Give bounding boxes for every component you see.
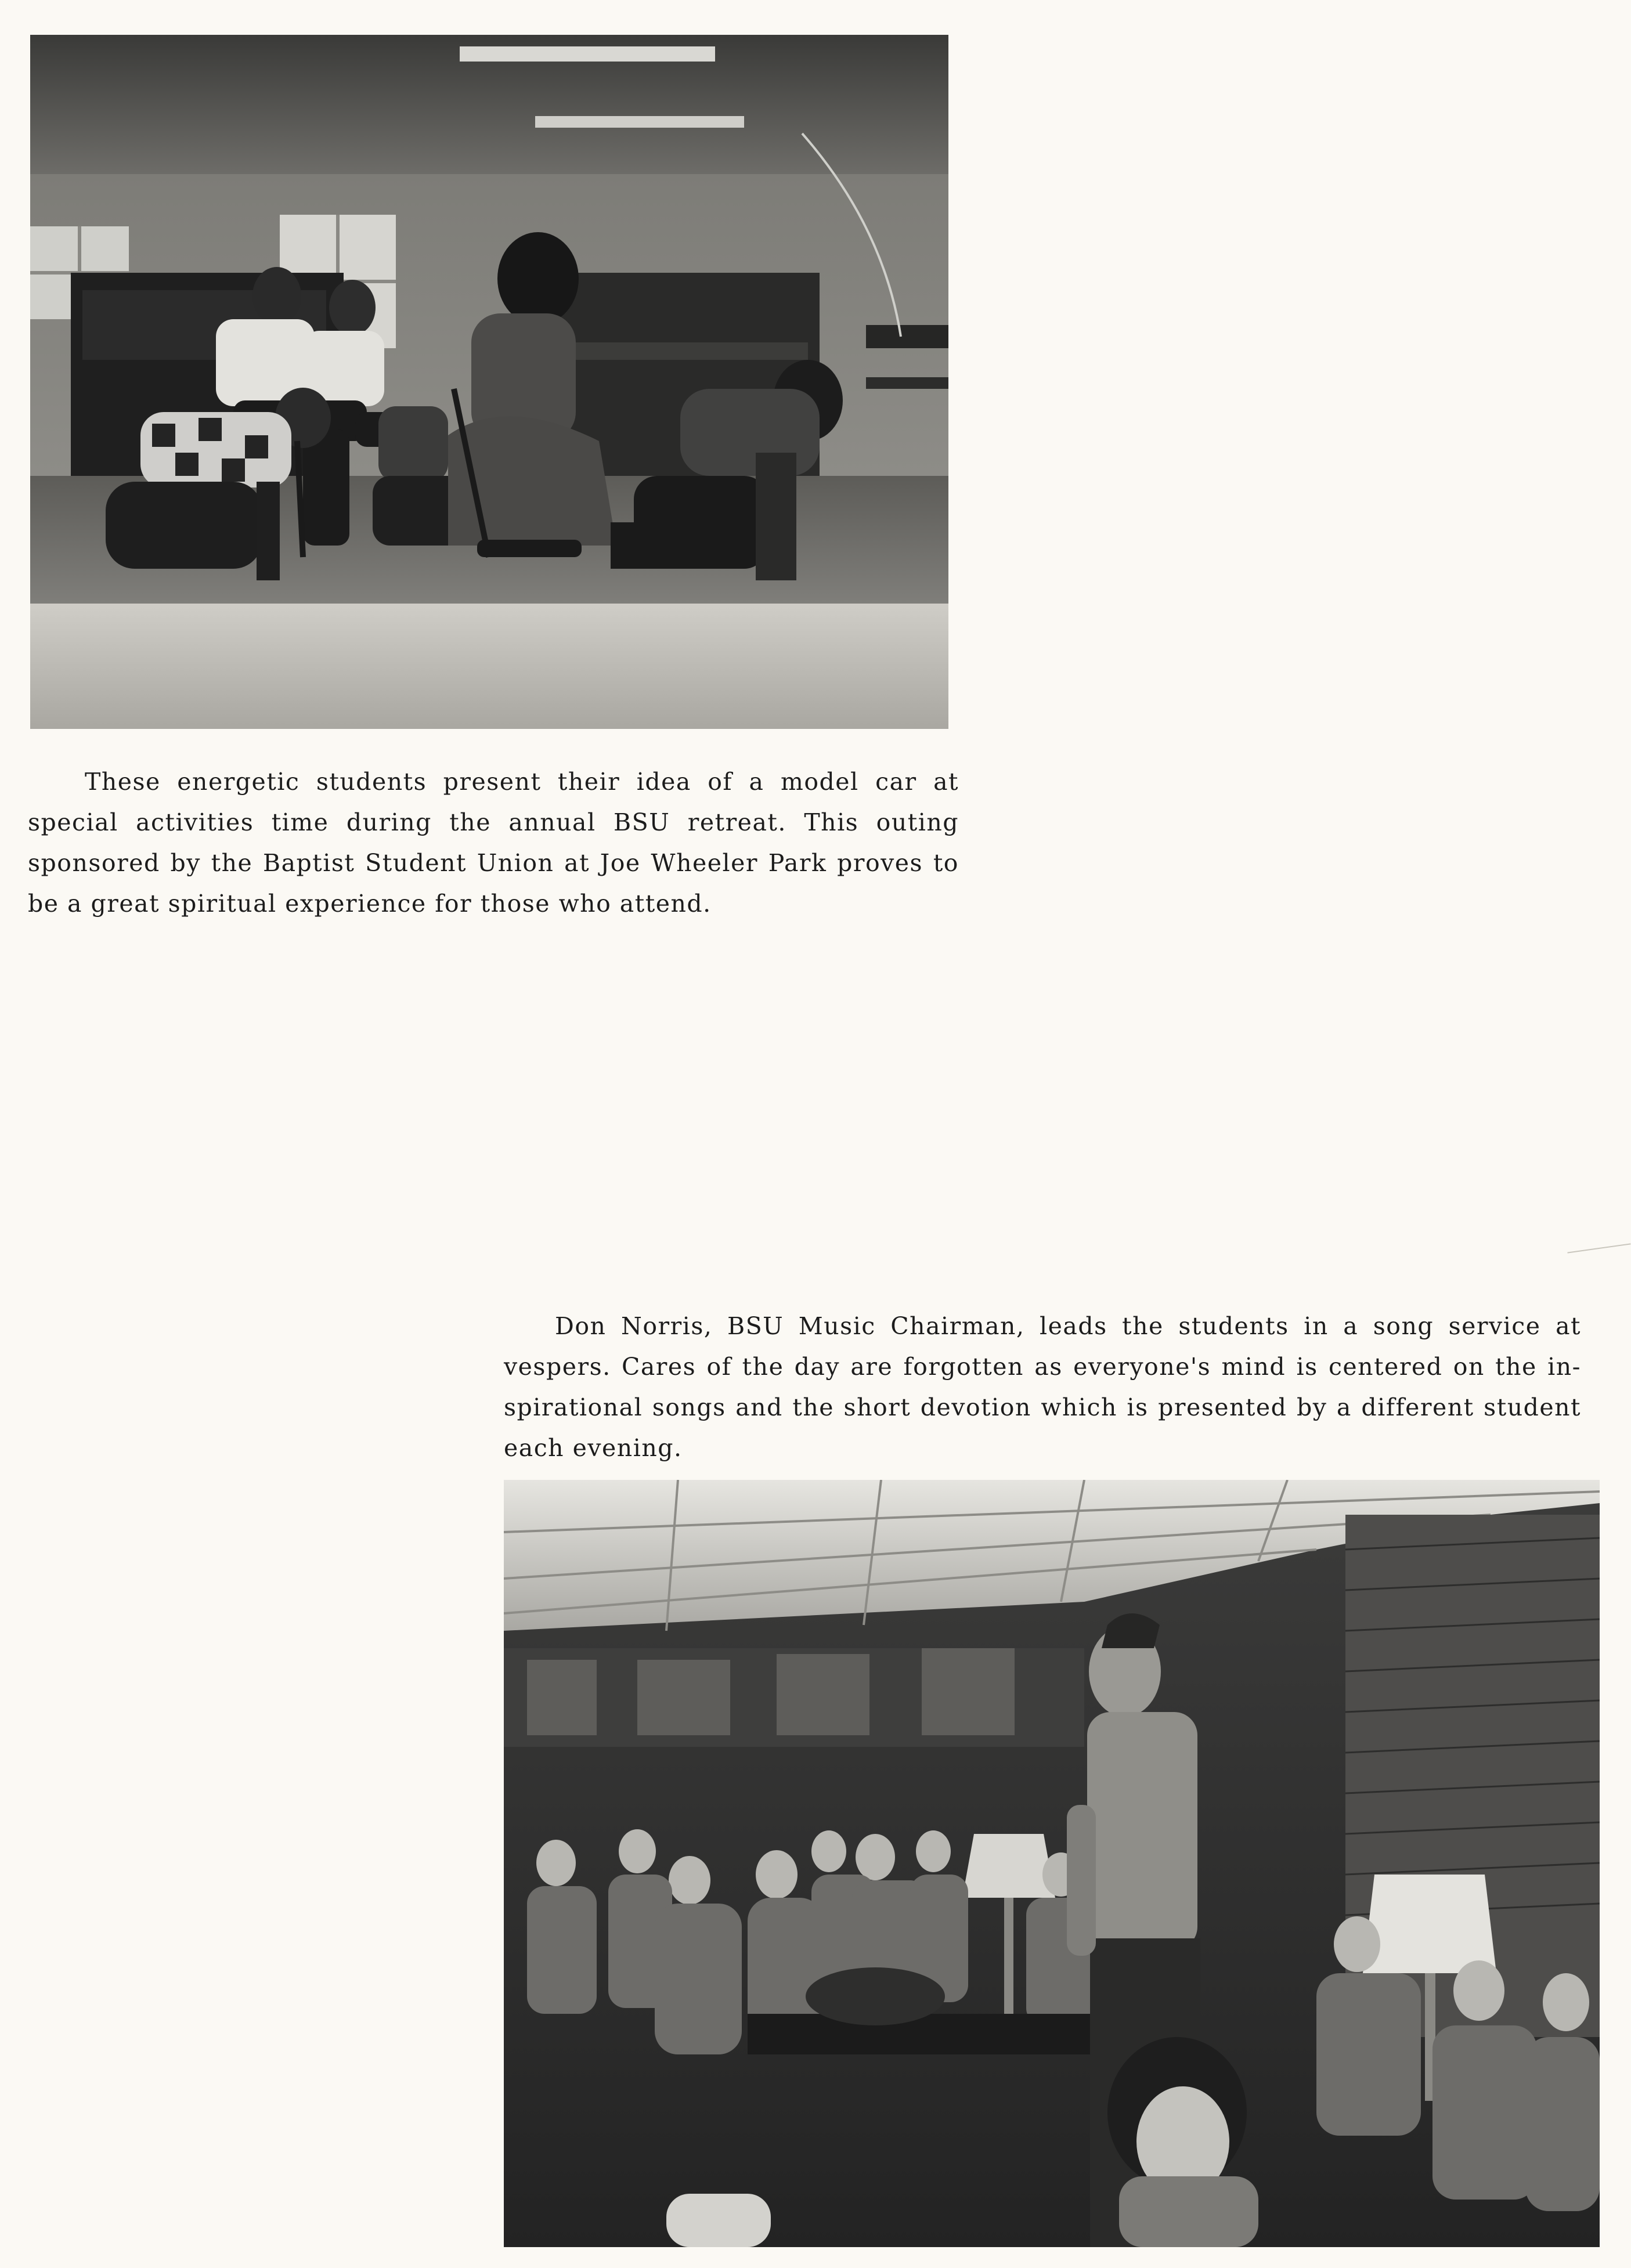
bottom-caption-line: spirational songs and the short devotion which is presented by a different student xyxy=(504,1393,1581,1421)
paper-mark xyxy=(1567,1243,1630,1253)
bottom-caption-line: each evening. xyxy=(504,1434,683,1462)
top-caption-line: sponsored by the Baptist Student Union at Joe Wheeler Park proves to xyxy=(28,849,959,877)
students-stage-photo xyxy=(30,35,948,729)
vespers-song-service-photo xyxy=(504,1480,1600,2247)
bottom-caption-line: Don Norris, BSU Music Chairman, leads the students in a song service at xyxy=(555,1312,1581,1340)
top-caption-line: special activities time during the annual BSU retreat. This outing xyxy=(28,808,959,836)
bottom-caption-line: vespers. Cares of the day are forgotten as everyone's mind is centered on the in- xyxy=(504,1353,1581,1381)
top-caption-line: be a great spiritual experience for those who attend. xyxy=(28,890,712,918)
bottom-photo-caption xyxy=(504,1306,1581,1468)
top-caption-line: These energetic students present their idea of a model car at xyxy=(85,768,959,796)
top-photo-caption xyxy=(28,761,959,924)
